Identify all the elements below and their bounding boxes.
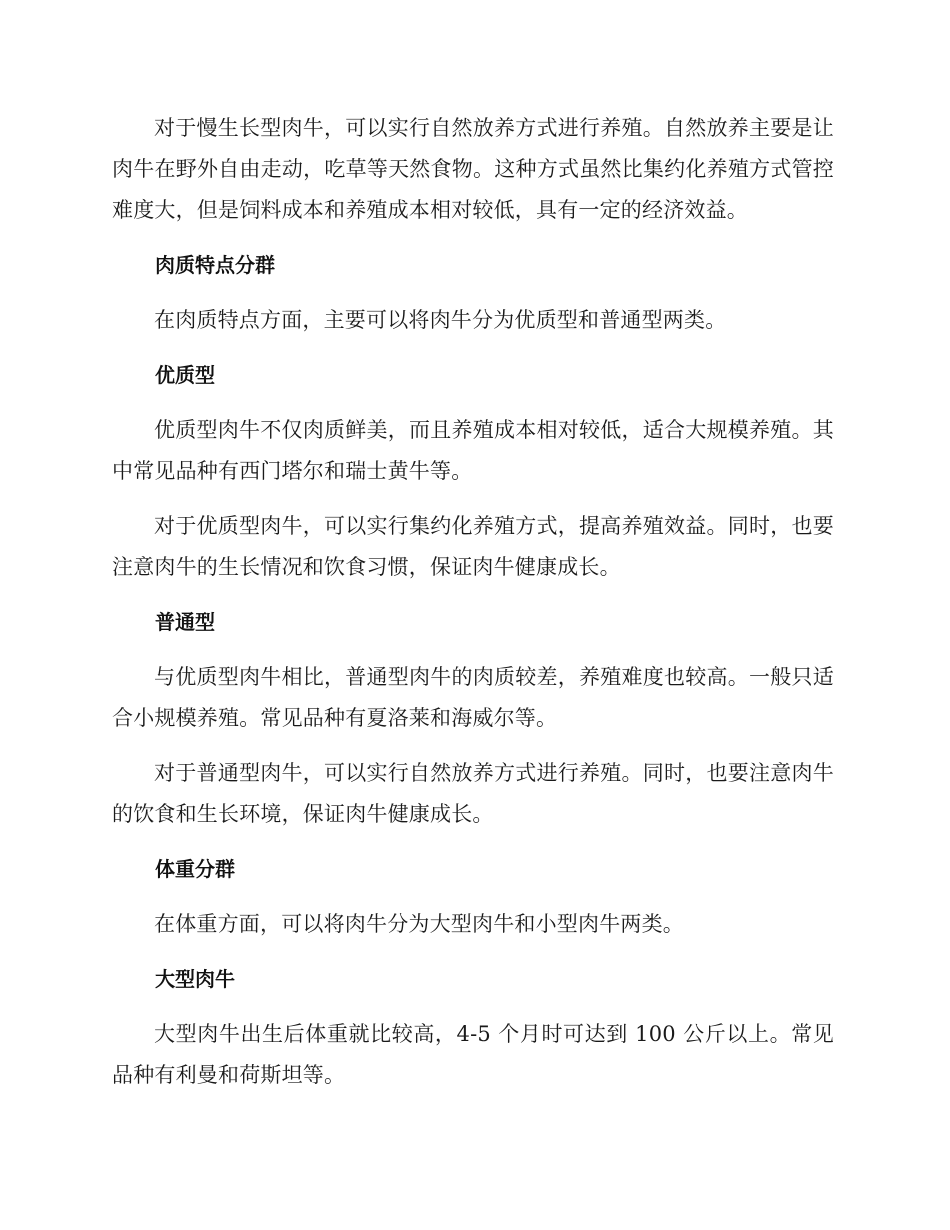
heading-premium-type: 优质型 (155, 363, 215, 387)
paragraph-ordinary-farming: 对于普通型肉牛，可以实行自然放养方式进行养殖。同时，也要注意肉牛的饮食和生长环境，保证肉牛健康成长。 (112, 761, 834, 826)
paragraph-meat-quality-intro: 在肉质特点方面，主要可以将肉牛分为优质型和普通型两类。 (154, 308, 727, 332)
paragraph-slow-growth-grazing: 对于慢生长型肉牛，可以实行自然放养方式进行养殖。自然放养主要是让肉牛在野外自由走动，吃草等天然食物。这种方式虽然比集约化养殖方式管控难度大，但是饲料成本和养殖成本相对较低，具有一定的经济效益。 (112, 116, 834, 222)
heading-weight-grouping: 体重分群 (155, 857, 235, 881)
heading-large-cattle: 大型肉牛 (155, 967, 235, 991)
paragraph-large-cattle-description: 大型肉牛出生后体重就比较高，4-5 个月时可达到 100 公斤以上。常见品种有利曼和荷斯坦等。 (112, 1022, 834, 1087)
paragraph-ordinary-description: 与优质型肉牛相比，普通型肉牛的肉质较差，养殖难度也较高。一般只适合小规模养殖。常见品种有夏洛莱和海威尔等。 (112, 665, 834, 730)
paragraph-premium-description: 优质型肉牛不仅肉质鲜美，而且养殖成本相对较低，适合大规模养殖。其中常见品种有西门塔尔和瑞士黄牛等。 (112, 418, 834, 483)
heading-ordinary-type: 普通型 (155, 610, 215, 634)
paragraph-weight-intro: 在体重方面，可以将肉牛分为大型肉牛和小型肉牛两类。 (154, 912, 684, 936)
heading-meat-quality-grouping: 肉质特点分群 (155, 253, 275, 277)
paragraph-premium-farming: 对于优质型肉牛，可以实行集约化养殖方式，提高养殖效益。同时，也要注意肉牛的生长情况和饮食习惯，保证肉牛健康成长。 (112, 514, 834, 579)
